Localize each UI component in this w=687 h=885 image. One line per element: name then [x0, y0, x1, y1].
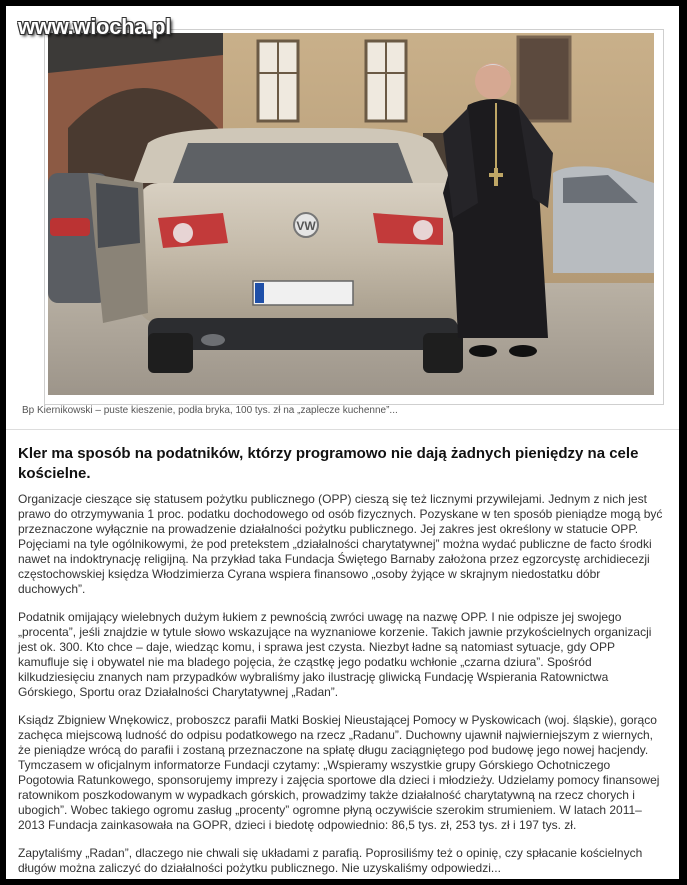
article-frame — [6, 6, 679, 879]
article-paragraph: Organizacje cieszące się statusem pożytku publicznego (OPP) cieszą się też licznymi przywilejami. Jednym z nich jest prawo do otrzymywania 1 proc. podatku dochodowego od osób fizycznych. Pozyskane w ten sposób pieniądze mogą być przeznaczone wyłącznie na prowadzenie działalności pożytku publicznego. Jej zakres jest określony w statucie OPP. Pojęciami na tyle ogólnikowymi, że pod pretekstem „działalności charytatywnej” można wydać publiczne de facto środki nawet na indoktrynację religijną. Na przykład taka Fundacja Świętego Barnaby założona przez egzorcystę archidiecezji częstochowskiej księdza Włodzimierza Cyrana wspiera finansowo „osoby żyjące w skrajnym niedostatku dóbr duchowych”. — [18, 492, 663, 596]
site-watermark: www.wiocha.pl — [18, 14, 171, 39]
article-body — [18, 492, 668, 879]
article-paragraph: Ksiądz Zbigniew Wnękowicz, proboszcz parafii Matki Boskiej Nieustającej Pomocy w Pyskowicach (woj. śląskie), gorąco zachęca miejscową ludność do odpisu podatkowego na rzecz „Radanu”. Duchowny ujawnił najwierniejszym z wiernych, że pieniądze wrócą do parafii i zostaną przeznaczone na spłatę długu zaciągniętego pod budowę jego nowej hacjendy. Tymczasem w oficjalnym informatorze Fundacji czytamy: „Wspieramy wszystkie grupy Górskiego Ochotniczego Pogotowia Ratunkowego, sponsorujemy imprezy i zajęcia sportowe dla dzieci i młodzieży. Udzielamy pomocy finansowej ratownikom poszkodowanym w wypadkach górskich, prowadzimy także działalność charytatywną na rzecz chorych i ubogich”. Wobec takiego ogromu zasług „procenty” ogromne płyną oczywiście szerokim strumieniem. W latach 2011–2013 Fundacja zainkasowała na GOPR, dzieci i biedotę odpowiednio: 86,5 tys. zł, 253 tys. zł i 197 tys. zł. — [18, 713, 660, 832]
divider — [6, 429, 679, 430]
article-paragraph: Zapytaliśmy „Radan”, dlaczego nie chwali się układami z parafią. Poprosiliśmy też o opinię, czy spłacanie kościelnych długów można zaliczyć do działalności pożytku publicznego. Nie uzyskaliśmy odpowiedzi... — [18, 846, 643, 875]
article-photo — [48, 33, 654, 395]
svg-text:VW: VW — [296, 219, 316, 233]
article-headline: Kler ma sposób na podatników, którzy programowo nie dają żadnych pieniędzy na cele kościelne. — [18, 445, 639, 482]
photo-frame — [44, 29, 664, 405]
article-paragraph: Podatnik omijający wielebnych dużym łukiem z pewnością zwróci uwagę na nazwę OPP. I nie odpisze jej swojego „procenta”, jeśli znajdzie w tytule słowo wskazujące na wyznaniowe korzenie. Takich jawnie przykościelnych organizacji jest ok. 300. Kto chce – daje, wiedząc komu, i sprawa jest czysta. Niezbyt ładne są natomiast sytuacje, gdy OPP kamufluje się i obywatel nie ma bladego pojęcia, że cząstkę jego podatku wchłonie „czarna dziura”. Spośród kilkudziesięciu znanych nam przypadków wybraliśmy jako ilustrację gliwicką Fundację Wspierania Ratownictwa Górskiego, Sportu oraz Działalności Charytatywnej „Radan”. — [18, 610, 652, 699]
photo-caption: Bp Kiernikowski – puste kieszenie, podła bryka, 100 tys. zł na „zaplecze kuchenne”... — [22, 405, 398, 416]
